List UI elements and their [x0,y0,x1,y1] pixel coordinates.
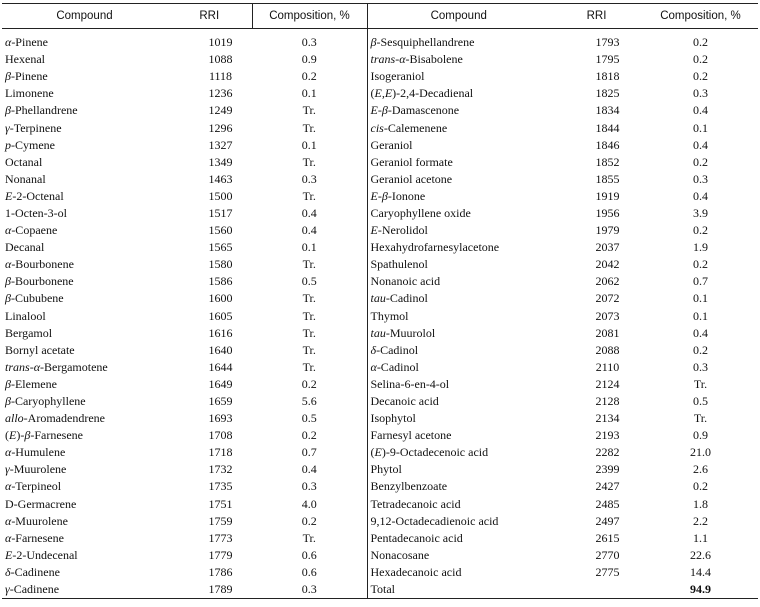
compound-name-right: Benzylbenzoate [367,478,550,495]
table-row [2,444,758,461]
composition-value-left: 0.1 [301,137,317,152]
compound-name-left: Hexenal [5,52,45,67]
header-composition-left: Composition, % [252,4,367,29]
composition-value-left: 0.3 [301,479,317,494]
compound-name-right: Geraniol formate [367,154,550,171]
rri-value-right: 1795 [595,52,620,67]
compound-name-left: α-Pinene [5,35,48,50]
composition-value-right: 0.1 [693,291,708,306]
composition-value-left: Tr. [302,530,316,545]
compound-name-right: trans-α-Bisabolene [367,51,550,68]
table-row [2,478,758,495]
composition-value-right: 1.8 [693,496,708,511]
composition-value-right: 22.6 [690,547,711,562]
rri-value-right: 1919 [595,188,620,203]
rri-value-left: 1693 [208,411,233,426]
rri-value-right: 2485 [595,496,620,511]
compound-name-left: (E)-β-Farnesene [5,428,83,443]
compound-name-right: Phytol [367,461,550,478]
table-row [2,376,758,393]
table-row [2,359,758,376]
table-row [2,188,758,205]
composition-value-right: 0.3 [693,86,708,101]
composition-value-left: 0.3 [301,171,317,186]
compound-name-left: β-Phellandrene [5,103,78,118]
compound-name-right: Decanoic acid [367,393,550,410]
compound-name-left: γ-Cadinene [2,581,167,599]
compound-name-left: γ-Terpinene [5,120,62,135]
rri-value-right: 2062 [595,274,620,289]
rri-value-left: 1644 [208,359,233,374]
compound-name-right: tau-Cadinol [367,290,550,307]
rri-value-left: 1649 [208,376,233,391]
composition-value-right: 0.3 [693,359,708,374]
composition-value-left: 0.9 [301,52,317,67]
rri-value-right [550,581,643,599]
composition-value-left: 0.4 [301,462,317,477]
table-row [2,154,758,171]
composition-value-left: Tr. [302,308,316,323]
table-row [2,51,758,68]
table-row [2,256,758,273]
rri-value-left: 1789 [167,581,252,599]
composition-value-right: 21.0 [690,445,711,460]
compound-name-right: Tetradecanoic acid [367,496,550,513]
compound-name-left: β-Elemene [5,376,57,391]
composition-value-right: 0.2 [693,69,708,84]
composition-value-left: 0.3 [301,35,317,50]
compound-name-left: γ-Muurolene [5,462,67,477]
rri-value-left: 1732 [208,462,233,477]
compound-name-right: Hexahydrofarnesylacetone [367,239,550,256]
rri-value-right: 2282 [595,445,620,460]
composition-value-left: 0.5 [301,411,317,426]
compound-name-left: α-Copaene [5,223,58,238]
composition-table-container [2,3,758,599]
composition-value-right: 14.4 [690,564,711,579]
rri-value-right: 1956 [595,205,620,220]
rri-value-right: 2072 [595,291,620,306]
compound-name-left: Limonene [5,86,54,101]
rri-value-left: 1586 [208,274,233,289]
composition-value-left: 0.4 [301,223,317,238]
composition-value-left: Tr. [302,120,316,135]
composition-value-left: Tr. [302,359,316,374]
table-row [2,325,758,342]
composition-value-left: 0.6 [301,564,317,579]
rri-value-right: 1818 [595,69,620,84]
rri-value-left: 1600 [208,291,233,306]
table-row [2,581,758,599]
header-rri-left: RRI [167,4,252,29]
table-row [2,308,758,325]
compound-name-right: E-β-Damascenone [367,102,550,119]
composition-value-right: Tr. [693,411,708,426]
composition-value-right: 0.4 [693,188,708,203]
table-row [2,393,758,410]
rri-value-left: 1718 [208,445,233,460]
compound-name-right: E-β-Ionone [367,188,550,205]
rri-value-left: 1759 [208,513,233,528]
rri-value-right: 2193 [595,428,620,443]
compound-name-left: allo-Aromadendrene [5,411,105,426]
compound-name-left: β-Pinene [5,69,48,84]
composition-value-right: 0.2 [693,35,708,50]
table-row [2,290,758,307]
header-rri-right: RRI [550,4,643,29]
compound-name-right: Pentadecanoic acid [367,530,550,547]
compound-name-left: E-2-Undecenal [5,547,78,562]
compound-name-right: (E)-9-Octadecenoic acid [367,444,550,461]
rri-value-right: 2042 [595,257,620,272]
table-row [2,29,758,52]
rri-value-right: 2128 [595,394,620,409]
composition-value-left: 0.3 [252,581,367,599]
table-row [2,85,758,102]
composition-value-right: 0.2 [693,479,708,494]
compound-name-left: trans-α-Bergamotene [5,359,108,374]
table-row [2,222,758,239]
compound-name-right: (E,E)-2,4-Decadienal [367,85,550,102]
table-row [2,171,758,188]
composition-table [2,3,758,599]
rri-value-left: 1786 [208,564,233,579]
composition-value-right: 0.2 [693,342,708,357]
header-compound-right: Compound [367,4,550,29]
compound-name-left: δ-Cadinene [5,564,60,579]
compound-name-left: α-Bourbonene [5,257,74,272]
compound-name-left: E-2-Octenal [5,188,64,203]
composition-value-left: 0.2 [301,513,317,528]
table-row [2,513,758,530]
compound-name-right: Farnesyl acetone [367,427,550,444]
compound-name-right: Selina-6-en-4-ol [367,376,550,393]
compound-name-left: α-Terpineol [5,479,62,494]
header-composition-right: Composition, % [643,4,758,29]
composition-value-left: 0.1 [301,86,317,101]
compound-name-left: β-Cububene [5,291,64,306]
table-row [2,496,758,513]
compound-name-right: Total [367,581,550,599]
table-row [2,461,758,478]
rri-value-left: 1327 [208,137,233,152]
rri-value-left: 1659 [208,394,233,409]
composition-value-right: 94.9 [643,581,758,599]
compound-name-right: Geraniol acetone [367,171,550,188]
rri-value-right: 2037 [595,240,620,255]
rri-value-left: 1349 [208,154,233,169]
table-row [2,564,758,581]
table-row [2,342,758,359]
table-row [2,547,758,564]
composition-value-right: 2.2 [693,513,708,528]
header-compound-left: Compound [2,4,167,29]
composition-value-right: 0.3 [693,171,708,186]
table-row [2,102,758,119]
rri-value-left: 1236 [208,86,233,101]
compound-name-left: Decanal [5,240,45,255]
rri-value-right: 1825 [595,86,620,101]
compound-name-left: α-Muurolene [5,513,68,528]
compound-name-right: α-Cadinol [367,359,550,376]
compound-name-right: Spathulenol [367,256,550,273]
compound-name-right: Isogeraniol [367,68,550,85]
rri-value-left: 1708 [208,428,233,443]
compound-name-left: β-Caryophyllene [5,394,86,409]
compound-name-left: Octanal [5,154,43,169]
table-row [2,137,758,154]
composition-value-right: 1.9 [693,240,708,255]
table-row [2,273,758,290]
composition-value-right: 0.9 [693,428,708,443]
rri-value-left: 1019 [208,35,233,50]
rri-value-left: 1560 [208,223,233,238]
table-body [2,29,758,599]
rri-value-left: 1779 [208,547,233,562]
composition-value-left: Tr. [302,154,316,169]
rri-value-left: 1605 [208,308,233,323]
compound-name-left: D-Germacrene [5,496,77,511]
composition-value-right: 0.2 [693,257,708,272]
compound-name-right: Geraniol [367,137,550,154]
rri-value-left: 1517 [208,205,233,220]
compound-name-left: 1-Octen-3-ol [5,205,67,220]
rri-value-left: 1565 [208,240,233,255]
composition-value-left: 0.2 [301,376,317,391]
rri-value-right: 1834 [595,103,620,118]
composition-value-left: 0.4 [301,205,317,220]
compound-name-right: 9,12-Octadecadienoic acid [367,513,550,530]
rri-value-right: 1852 [595,154,620,169]
rri-value-left: 1580 [208,257,233,272]
composition-value-left: 0.2 [301,69,317,84]
rri-value-right: 1855 [595,171,620,186]
composition-value-right: 0.4 [693,103,708,118]
composition-value-right: 0.2 [693,52,708,67]
composition-value-right: 0.5 [693,394,708,409]
compound-name-right: Nonacosane [367,547,550,564]
rri-value-left: 1296 [208,120,233,135]
compound-name-right: δ-Cadinol [367,342,550,359]
composition-value-left: 0.1 [301,240,317,255]
composition-value-right: 0.1 [693,308,708,323]
compound-name-right: Hexadecanoic acid [367,564,550,581]
compound-name-right: cis-Calemenene [367,119,550,136]
composition-value-left: Tr. [302,342,316,357]
compound-name-right: Isophytol [367,410,550,427]
rri-value-left: 1463 [208,171,233,186]
compound-name-left: α-Farnesene [5,530,64,545]
rri-value-right: 2110 [595,359,620,374]
rri-value-right: 1846 [595,137,620,152]
compound-name-left: α-Humulene [5,445,66,460]
composition-value-left: 0.2 [301,428,317,443]
composition-value-left: 4.0 [301,496,317,511]
rri-value-left: 1500 [208,188,233,203]
rri-value-right: 2775 [595,564,620,579]
compound-name-left: β-Bourbonene [5,274,74,289]
rri-value-right: 2134 [595,411,620,426]
composition-value-right: 0.2 [693,223,708,238]
rri-value-left: 1118 [208,69,233,84]
rri-value-right: 2081 [595,325,620,340]
compound-name-right: Nonanoic acid [367,273,550,290]
composition-value-left: Tr. [302,257,316,272]
composition-value-right: 0.7 [693,274,708,289]
compound-name-left: p-Cymene [5,137,55,152]
rri-value-left: 1640 [208,342,233,357]
compound-name-right: tau-Muurolol [367,325,550,342]
table-row [2,530,758,547]
compound-name-right: E-Nerolidol [367,222,550,239]
rri-value-left: 1249 [208,103,233,118]
rri-value-right: 1793 [595,35,620,50]
compound-name-right: Thymol [367,308,550,325]
compound-name-left: Linalool [5,308,46,323]
table-row [2,427,758,444]
rri-value-right: 2497 [595,513,620,528]
table-row [2,205,758,222]
compound-name-right: β-Sesquiphellandrene [367,29,550,52]
composition-value-right: 3.9 [693,205,708,220]
compound-name-left: Bergamol [5,325,53,340]
composition-value-left: 0.6 [301,547,317,562]
rri-value-right: 2088 [595,342,620,357]
compound-name-left: Nonanal [5,171,46,186]
composition-value-left: Tr. [302,103,316,118]
table-row [2,68,758,85]
composition-value-right: 0.4 [693,325,708,340]
composition-value-right: 2.6 [693,462,708,477]
rri-value-left: 1088 [208,52,233,67]
composition-value-right: 0.1 [693,120,708,135]
compound-name-left: Bornyl acetate [5,342,75,357]
rri-value-right: 2427 [595,479,620,494]
rri-value-right: 1844 [595,120,620,135]
composition-value-left: 0.7 [301,445,317,460]
compound-name-right: Caryophyllene oxide [367,205,550,222]
rri-value-left: 1616 [208,325,233,340]
rri-value-right: 2399 [595,462,620,477]
rri-value-right: 2124 [595,376,620,391]
rri-value-right: 2073 [595,308,620,323]
composition-value-left: Tr. [302,188,316,203]
rri-value-left: 1773 [208,530,233,545]
rri-value-right: 2615 [595,530,620,545]
composition-value-right: 0.2 [693,154,708,169]
rri-value-left: 1751 [208,496,233,511]
table-row [2,239,758,256]
composition-value-right: 1.1 [693,530,708,545]
table-row [2,410,758,427]
table-row [2,119,758,136]
composition-value-left: 0.5 [301,274,317,289]
composition-value-left: 5.6 [301,394,317,409]
rri-value-right: 2770 [595,547,620,562]
composition-value-left: Tr. [302,291,316,306]
composition-value-right: Tr. [693,376,708,391]
composition-value-left: Tr. [302,325,316,340]
rri-value-left: 1735 [208,479,233,494]
header-row [2,4,758,29]
rri-value-right: 1979 [595,223,620,238]
composition-value-right: 0.4 [693,137,708,152]
